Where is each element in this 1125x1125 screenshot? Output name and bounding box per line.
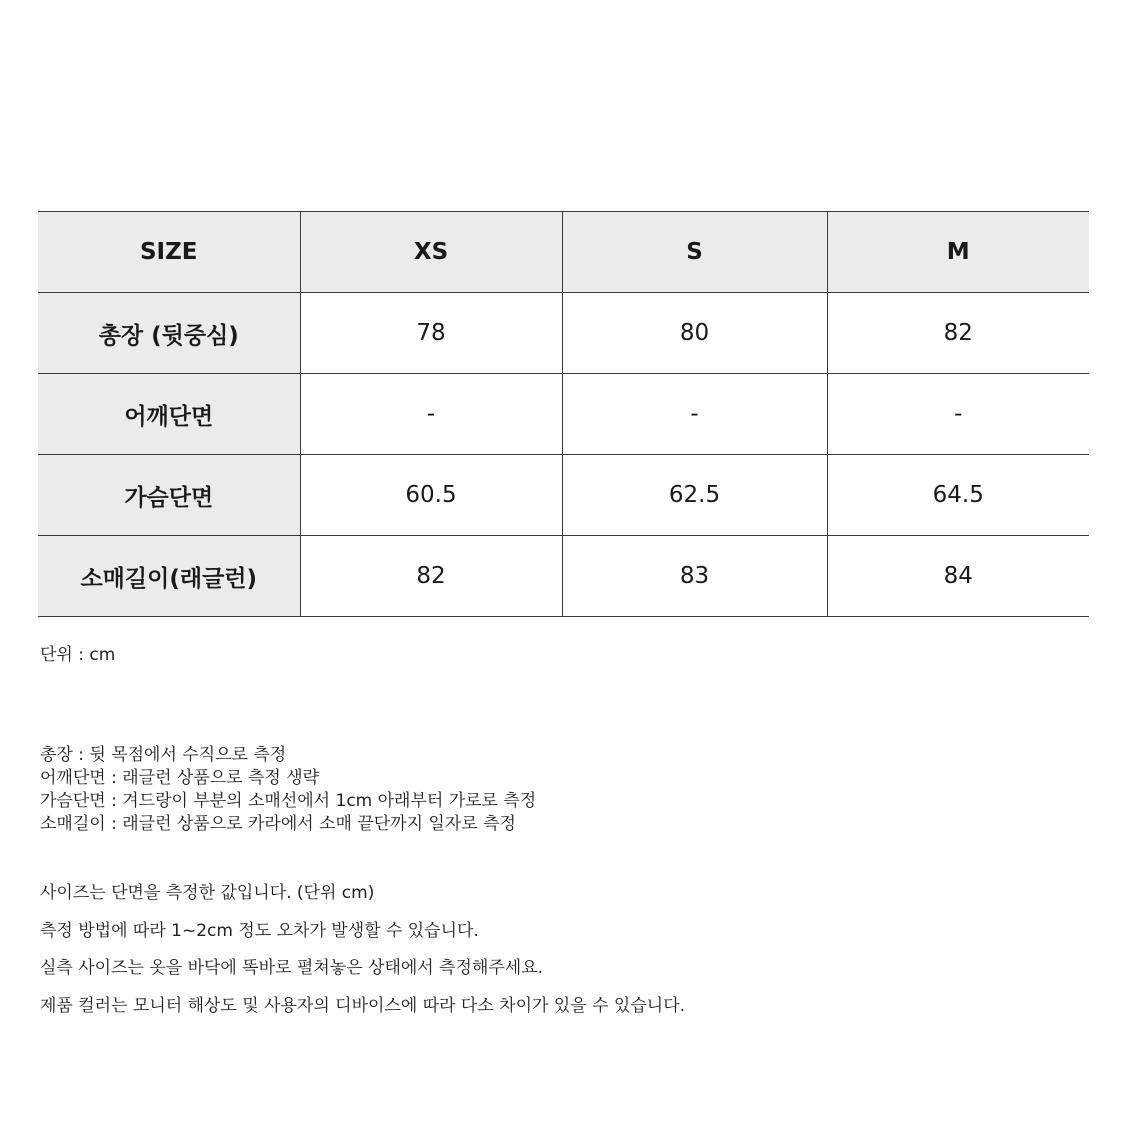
row-label-chest-width: 가슴단면: [38, 455, 300, 536]
disclaimer-line: 실측 사이즈는 옷을 바닥에 똑바로 펼쳐놓은 상태에서 측정해주세요.: [40, 958, 544, 978]
table-cell: 78: [300, 293, 562, 374]
table-header-row: [38, 212, 1089, 293]
table-cell: 84: [827, 536, 1089, 617]
disclaimer-line: 사이즈는 단면을 측정한 값입니다. (단위 cm): [40, 883, 375, 903]
table-cell: -: [827, 374, 1089, 455]
disclaimer-line: 측정 방법에 따라 1~2cm 정도 오차가 발생할 수 있습니다.: [40, 920, 479, 941]
measure-note: 총장 : 뒷 목점에서 수직으로 측정: [40, 745, 287, 765]
row-label-sleeve-length: 소매길이(래글런): [38, 536, 300, 617]
disclaimer-line: 제품 컬러는 모니터 해상도 및 사용자의 디바이스에 따라 다소 차이가 있을 수 있습니다.: [40, 995, 686, 1016]
unit-note: 단위 : cm: [40, 645, 116, 665]
table-cell: 64.5: [827, 455, 1089, 536]
header-size-s: S: [562, 212, 827, 293]
table-cell: 83: [562, 536, 827, 617]
table-cell: 80: [562, 293, 827, 374]
header-size-label: SIZE: [38, 212, 300, 293]
table-row: [38, 293, 1089, 374]
header-size-m: M: [827, 212, 1089, 293]
measurement-notes: [40, 744, 536, 836]
table-cell: -: [300, 374, 562, 455]
measure-note: 소매길이 : 래글런 상품으로 카라에서 소매 끝단까지 일자로 측정: [40, 814, 516, 834]
table-cell: 62.5: [562, 455, 827, 536]
table-row: [38, 455, 1089, 536]
table-cell: 60.5: [300, 455, 562, 536]
table-cell: 82: [300, 536, 562, 617]
table-row: [38, 374, 1089, 455]
size-chart-table: [38, 211, 1089, 617]
measure-note: 어깨단면 : 래글런 상품으로 측정 생략: [40, 768, 320, 788]
table-row: [38, 536, 1089, 617]
row-label-shoulder-width: 어깨단면: [38, 374, 300, 455]
table-cell: -: [562, 374, 827, 455]
measure-note: 가슴단면 : 겨드랑이 부분의 소매선에서 1cm 아래부터 가로로 측정: [40, 791, 537, 811]
table-cell: 82: [827, 293, 1089, 374]
header-size-xs: XS: [300, 212, 562, 293]
row-label-total-length: 총장 (뒷중심): [38, 293, 300, 374]
disclaimer-notes: [40, 875, 685, 1025]
